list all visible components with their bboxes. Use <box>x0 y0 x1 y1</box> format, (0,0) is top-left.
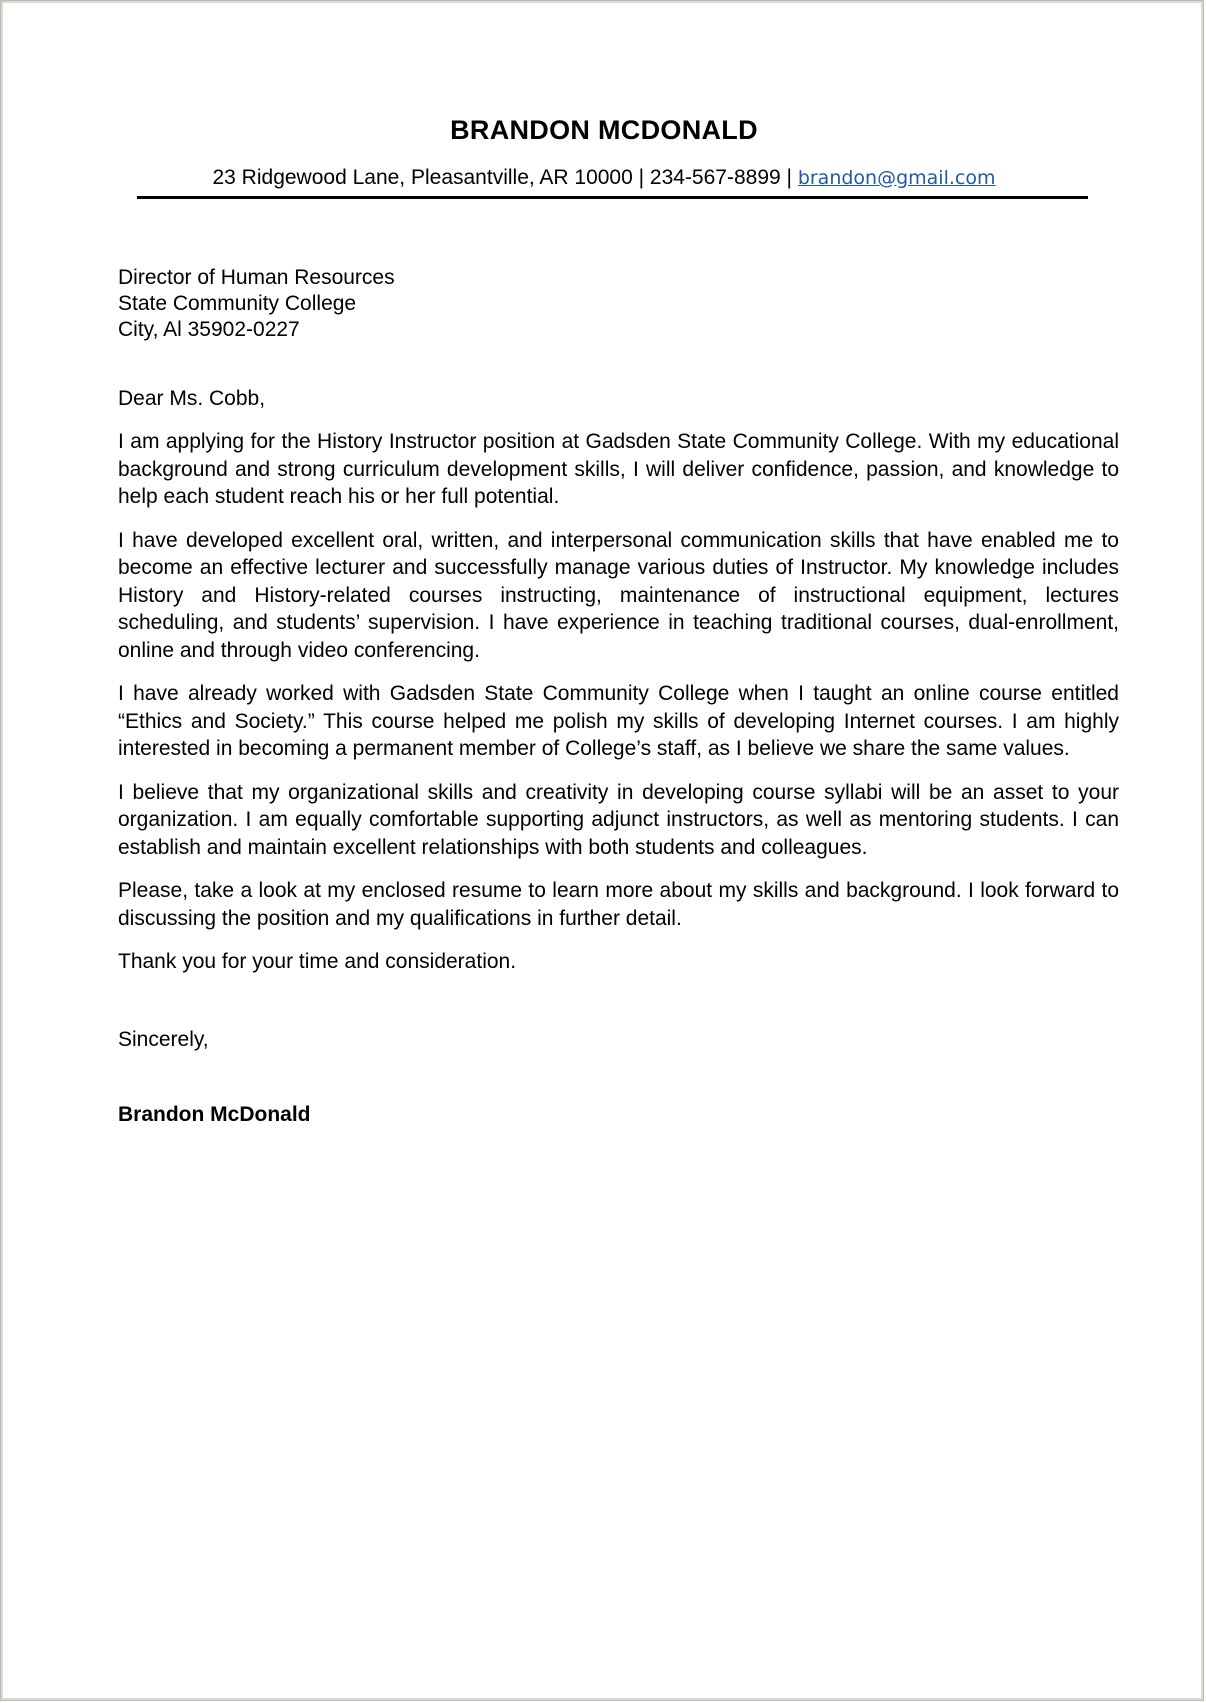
header-divider <box>137 196 1088 199</box>
body-paragraph-1: I am applying for the History Instructor position at Gadsden State Community College. With my educational background and strong curriculum development skills, I will deliver confidence, passion, and knowledge to help each student reach his or her full potential. <box>118 430 1119 508</box>
body-paragraph-3: I have already worked with Gadsden State Community College when I taught an online course entitled “Ethics and Society.” This course helped me polish my skills of developing Internet courses. I am highly interested in becoming a permanent member of College’s staff, as I believe we share the same values. <box>118 682 1119 760</box>
sender-contact-line <box>1 166 1206 190</box>
recipient-title: Director of Human Resources <box>118 266 395 289</box>
closing: Sincerely, <box>118 1028 209 1051</box>
recipient-city: City, Al 35902-0227 <box>118 318 300 341</box>
salutation: Dear Ms. Cobb, <box>118 387 266 410</box>
sender-name: BRANDON MCDONALD <box>450 115 758 145</box>
recipient-organization: State Community College <box>118 292 357 315</box>
body-paragraph-5: Please, take a look at my enclosed resume to learn more about my skills and background. I look forward to discussing the position and my qualifications in further detail. <box>118 879 1119 930</box>
body-paragraph-6: Thank you for your time and consideration. <box>118 950 517 973</box>
signature-name: Brandon McDonald <box>118 1103 311 1126</box>
letter-body <box>118 428 1119 992</box>
sender-email-link[interactable]: brandon@gmail.com <box>797 167 996 189</box>
recipient-block <box>118 265 395 343</box>
sender-address-phone: 23 Ridgewood Lane, Pleasantville, AR 10000 | 234-567-8899 | <box>212 166 798 189</box>
body-paragraph-4: I believe that my organizational skills and creativity in developing course syllabi will be an asset to your organization. I am equally comfortable supporting adjunct instructors, as well as mentoring students. I can establish and maintain excellent relationships with both students and colleagues. <box>118 780 1119 859</box>
body-paragraph-2: I have developed excellent oral, written, and interpersonal communication skills that have enabled me to become an effective lecturer and successfully manage various duties of Instructor. My knowledge includes History and History-related courses instructing, maintenance of instructional equipment, lectures scheduling, and students’ supervision. I have experience in teaching traditional courses, dual-enrollment, online and through video conferencing. <box>118 528 1119 662</box>
